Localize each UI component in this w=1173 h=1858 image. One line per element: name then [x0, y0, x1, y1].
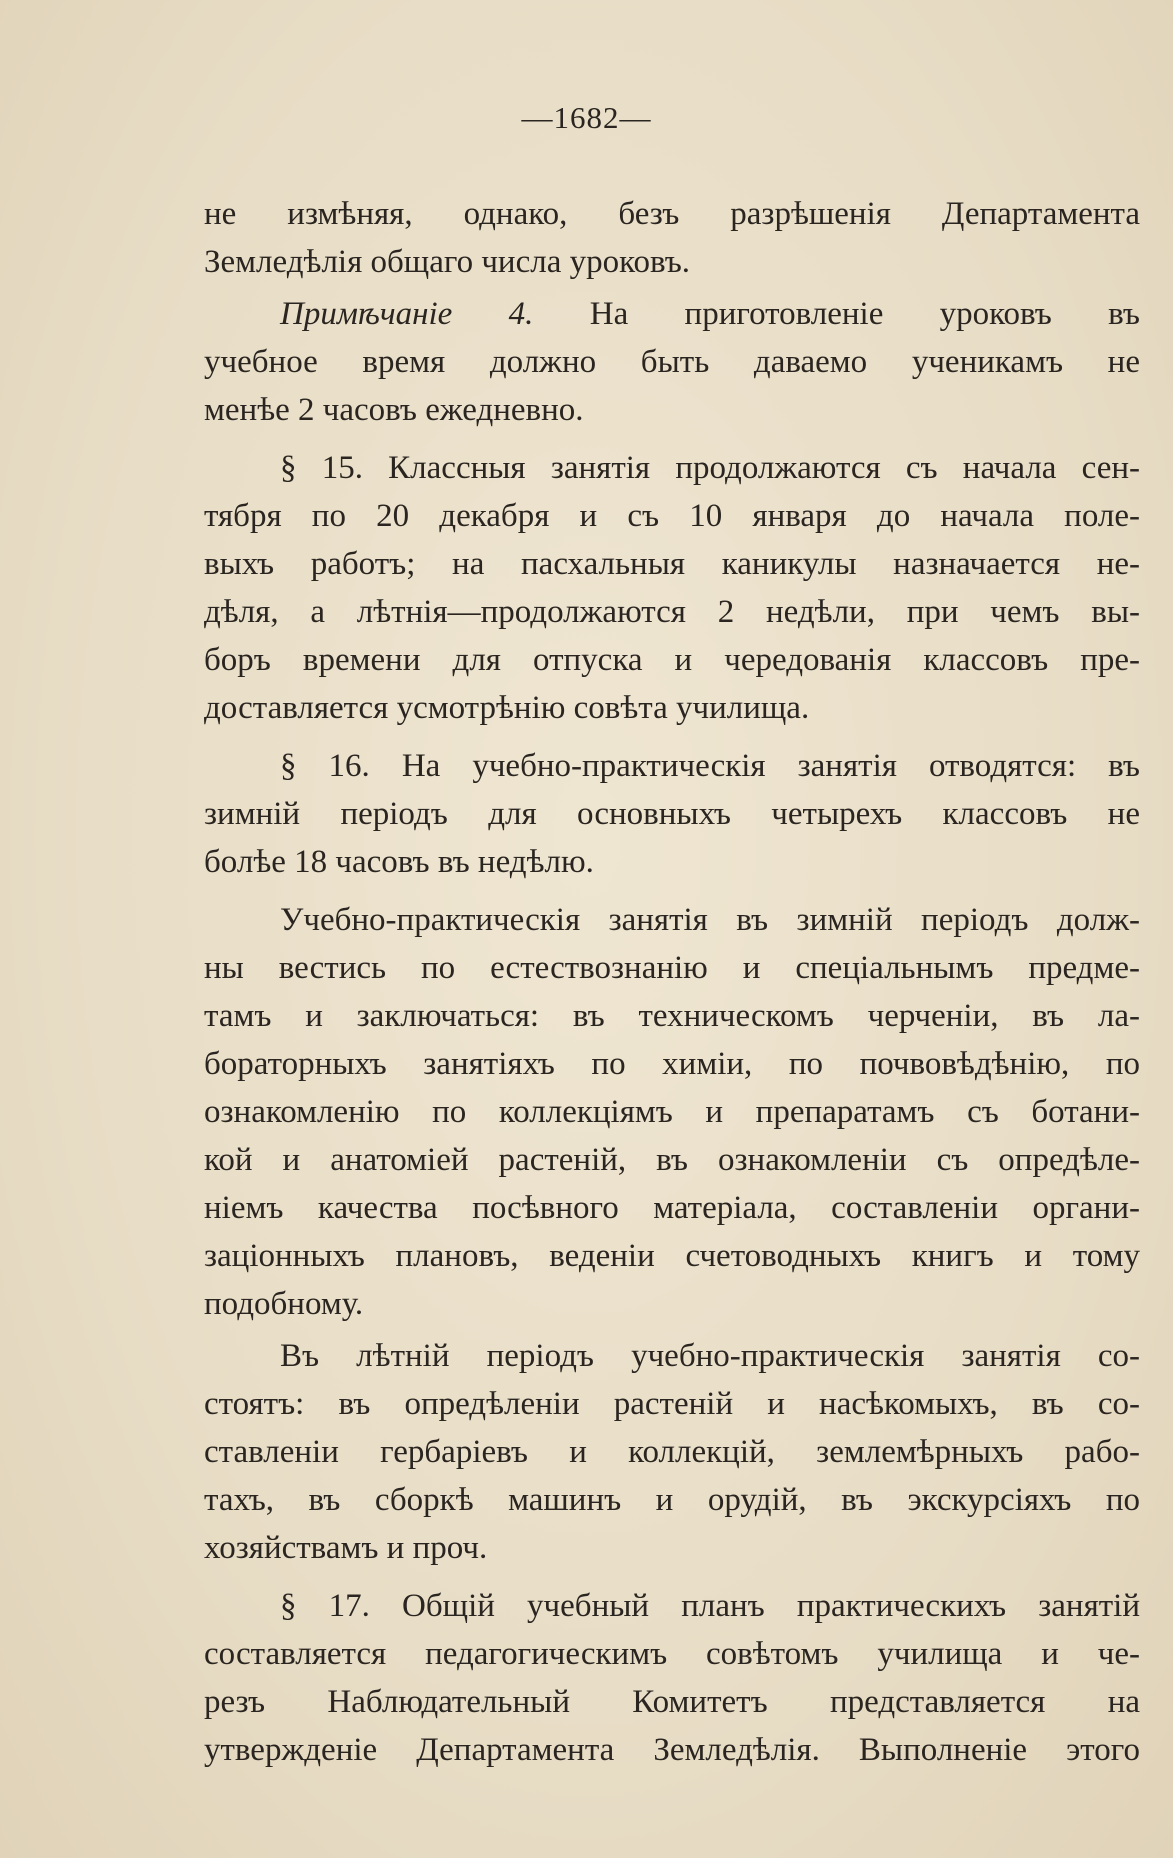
text-line: подобному. [204, 1286, 364, 1322]
text-line: Учебно-практическія занятія въ зимній періодъ долж- [280, 902, 1140, 938]
text-line: тября по 20 декабря и съ 10 января до начала поле- [204, 498, 1140, 534]
text-line: кой и анатоміей растеній, въ ознакомленіи съ опредѣле- [204, 1142, 1140, 1178]
section-16 [204, 742, 1140, 886]
page-number: —1682— [521, 100, 652, 135]
text-line: ознакомленію по коллекціямъ и препаратамъ съ ботани- [204, 1094, 1140, 1130]
text-line: Въ лѣтній періодъ учебно-практическія занятія со- [280, 1338, 1140, 1374]
text-line: стоятъ: въ опредѣленіи растеній и насѣкомыхъ, въ со- [204, 1386, 1140, 1422]
text-line: утвержденіе Департамента Земледѣлія. Выполненіе этого [204, 1732, 1140, 1768]
note-label: Примѣчаніе 4. [280, 296, 534, 332]
text-line: не измѣняя, однако, безъ разрѣшенія Департамента [204, 196, 1140, 232]
text-line: болѣе 18 часовъ въ недѣлю. [204, 844, 594, 880]
text-line: доставляется усмотрѣнію совѣта училища. [204, 690, 810, 726]
text-line: дѣля, а лѣтнія—продолжаются 2 недѣли, при чемъ вы- [204, 594, 1140, 630]
text-line: менѣе 2 часовъ ежедневно. [204, 392, 584, 428]
text-line: зимній періодъ для основныхъ четырехъ классовъ не [204, 796, 1140, 832]
text-line: тамъ и заключаться: въ техническомъ черченіи, въ ла- [204, 998, 1140, 1034]
text-line: ніемъ качества посѣвного матеріала, составленіи органи- [204, 1190, 1140, 1226]
note-text: На приготовленіе уроковъ въ [589, 296, 1140, 332]
text-line: ны вестись по естествознанію и спеціальнымъ предме- [204, 950, 1140, 986]
text-line [204, 290, 1140, 338]
paragraph-continuation [204, 190, 1140, 286]
text-line: § 16. На учебно-практическія занятія отводятся: въ [280, 748, 1140, 784]
text-line: Земледѣлія общаго числа уроковъ. [204, 244, 691, 280]
paragraph-winter [204, 896, 1140, 1328]
text-line: выхъ работъ; на пасхальныя каникулы назначается не- [204, 546, 1140, 582]
section-15 [204, 444, 1140, 732]
text-line: учебное время должно быть даваемо ученикамъ не [204, 344, 1140, 380]
text-line: тахъ, въ сборкѣ машинъ и орудій, въ экскурсіяхъ по [204, 1482, 1140, 1518]
section-17 [204, 1582, 1140, 1774]
text-line: заціонныхъ плановъ, веденіи счетоводныхъ книгъ и тому [204, 1238, 1140, 1274]
text-line: ставленіи гербаріевъ и коллекцій, землемѣрныхъ рабо- [204, 1434, 1140, 1470]
text-line: бораторныхъ занятіяхъ по химіи, по почвовѣдѣнію, по [204, 1046, 1140, 1082]
body-text [204, 190, 1140, 1774]
text-line: § 17. Общій учебный планъ практическихъ занятій [280, 1588, 1140, 1624]
text-line: боръ времени для отпуска и чередованія классовъ пре- [204, 642, 1140, 678]
text-line: § 15. Классныя занятія продолжаются съ начала сен- [280, 450, 1140, 486]
paragraph-summer [204, 1332, 1140, 1572]
text-line: резъ Наблюдательный Комитетъ представляется на [204, 1684, 1140, 1720]
text-line: составляется педагогическимъ совѣтомъ училища и че- [204, 1636, 1140, 1672]
note-4 [204, 290, 1140, 434]
text-line: хозяйствамъ и проч. [204, 1530, 488, 1566]
